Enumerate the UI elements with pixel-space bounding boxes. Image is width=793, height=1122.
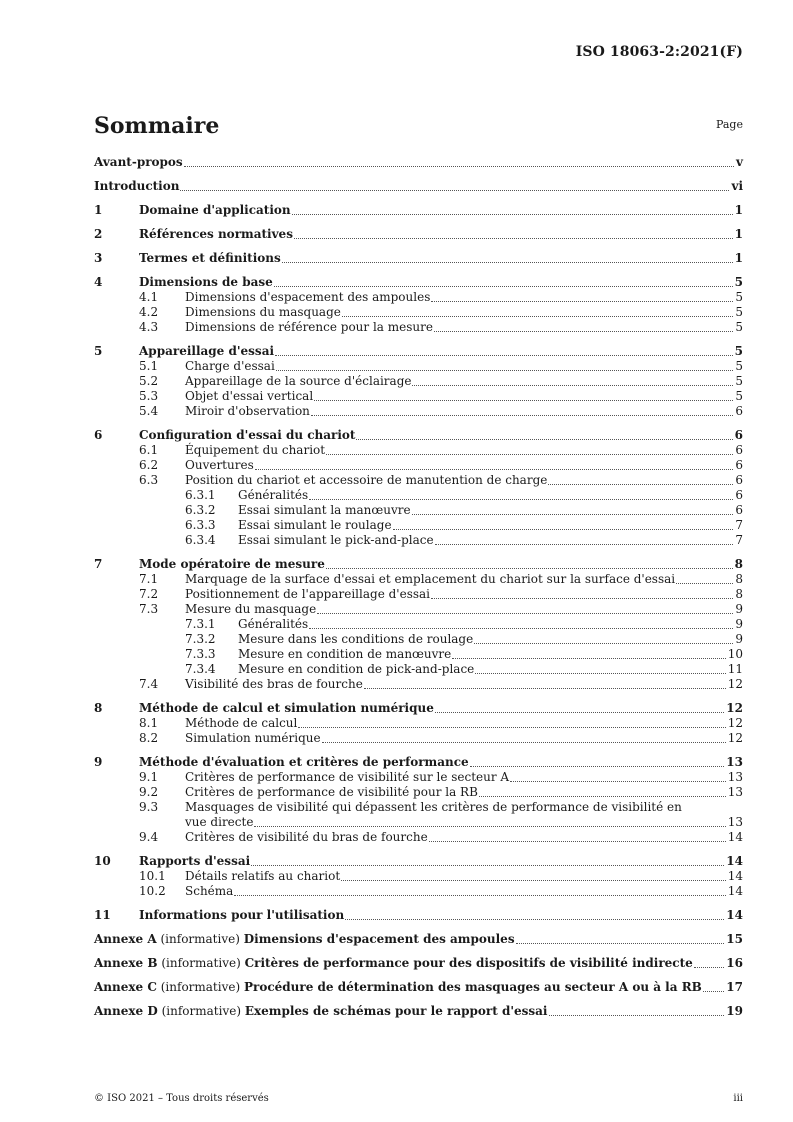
toc-entry-clause-1[interactable]: 1 Domaine d'application 1 bbox=[94, 203, 743, 217]
footer-page-number: iii bbox=[733, 1093, 743, 1104]
toc-entry-7-3[interactable]: 7.3 Mesure du masquage 9 bbox=[139, 602, 743, 616]
toc-entry-introduction[interactable]: Introduction vi bbox=[94, 179, 743, 193]
toc-entry-annex-a[interactable]: Annexe A (informative) Dimensions d'espacement des ampoules 15 bbox=[94, 932, 743, 946]
toc-entry-8-2[interactable]: 8.2 Simulation numérique 12 bbox=[139, 731, 743, 745]
toc-entry-9-1[interactable]: 9.1 Critères de performance de visibilité sur le secteur A 13 bbox=[139, 770, 743, 784]
page-column-label: Page bbox=[715, 118, 743, 131]
toc-entry-6-3-1[interactable]: 6.3.1 Généralités 6 bbox=[185, 488, 743, 502]
toc-entry-7-3-1[interactable]: 7.3.1 Généralités 9 bbox=[185, 617, 743, 631]
toc-entry-6-2[interactable]: 6.2 Ouvertures 6 bbox=[139, 458, 743, 472]
toc-entry-6-3-2[interactable]: 6.3.2 Essai simulant la manœuvre 6 bbox=[185, 503, 743, 517]
toc-entry-9-2[interactable]: 9.2 Critères de performance de visibilité pour la RB 13 bbox=[139, 785, 743, 799]
toc-entry-clause-7[interactable]: 7 Mode opératoire de mesure 8 bbox=[94, 557, 743, 571]
toc-entry-6-3-3[interactable]: 6.3.3 Essai simulant le roulage 7 bbox=[185, 518, 743, 532]
toc-entry-clause-8[interactable]: 8 Méthode de calcul et simulation numérique 12 bbox=[94, 701, 743, 715]
toc-entry-clause-11[interactable]: 11 Informations pour l'utilisation 14 bbox=[94, 908, 743, 922]
toc-entry-10-2[interactable]: 10.2 Schéma 14 bbox=[139, 884, 743, 898]
toc-entry-6-1[interactable]: 6.1 Équipement du chariot 6 bbox=[139, 443, 743, 457]
toc-entry-clause-2[interactable]: 2 Références normatives 1 bbox=[94, 227, 743, 241]
toc-entry-7-3-2[interactable]: 7.3.2 Mesure dans les conditions de roulage 9 bbox=[185, 632, 743, 646]
toc-entry-4-1[interactable]: 4.1 Dimensions d'espacement des ampoules 5 bbox=[139, 290, 743, 304]
toc-entry-9-3[interactable]: 9.3 Masquages de visibilité qui dépassent les critères de performance de visibilité en vue directe 13 bbox=[139, 800, 743, 829]
toc-entry-7-2[interactable]: 7.2 Positionnement de l'appareillage d'essai 8 bbox=[139, 587, 743, 601]
table-of-contents bbox=[94, 155, 743, 1028]
toc-entry-clause-5[interactable]: 5 Appareillage d'essai 5 bbox=[94, 344, 743, 358]
toc-entry-6-3-4[interactable]: 6.3.4 Essai simulant le pick-and-place 7 bbox=[185, 533, 743, 547]
toc-entry-5-4[interactable]: 5.4 Miroir d'observation 6 bbox=[139, 404, 743, 418]
toc-entry-4-2[interactable]: 4.2 Dimensions du masquage 5 bbox=[139, 305, 743, 319]
toc-entry-7-1[interactable]: 7.1 Marquage de la surface d'essai et emplacement du chariot sur la surface d'essai 8 bbox=[139, 572, 743, 586]
toc-entry-4-3[interactable]: 4.3 Dimensions de référence pour la mesure 5 bbox=[139, 320, 743, 334]
page-title: Sommaire bbox=[94, 113, 220, 139]
toc-entry-annex-d[interactable]: Annexe D (informative) Exemples de schémas pour le rapport d'essai 19 bbox=[94, 1004, 743, 1018]
toc-entry-clause-6[interactable]: 6 Configuration d'essai du chariot 6 bbox=[94, 428, 743, 442]
document-code: ISO 18063-2:2021(F) bbox=[575, 44, 743, 60]
toc-entry-annex-c[interactable]: Annexe C (informative) Procédure de détermination des masquages au secteur A ou à la RB 17 bbox=[94, 980, 743, 994]
toc-entry-clause-9[interactable]: 9 Méthode d'évaluation et critères de performance 13 bbox=[94, 755, 743, 769]
toc-entry-clause-4[interactable]: 4 Dimensions de base 5 bbox=[94, 275, 743, 289]
toc-entry-7-3-4[interactable]: 7.3.4 Mesure en condition de pick-and-place 11 bbox=[185, 662, 743, 676]
toc-entry-avant-propos[interactable]: Avant-propos v bbox=[94, 155, 743, 169]
toc-entry-clause-10[interactable]: 10 Rapports d'essai 14 bbox=[94, 854, 743, 868]
toc-entry-10-1[interactable]: 10.1 Détails relatifs au chariot 14 bbox=[139, 869, 743, 883]
footer-copyright: © ISO 2021 – Tous droits réservés bbox=[94, 1093, 269, 1104]
toc-entry-9-4[interactable]: 9.4 Critères de visibilité du bras de fourche 14 bbox=[139, 830, 743, 844]
toc-entry-7-3-3[interactable]: 7.3.3 Mesure en condition de manœuvre 10 bbox=[185, 647, 743, 661]
toc-entry-6-3[interactable]: 6.3 Position du chariot et accessoire de manutention de charge 6 bbox=[139, 473, 743, 487]
toc-entry-annex-b[interactable]: Annexe B (informative) Critères de performance pour des dispositifs de visibilité indirecte 16 bbox=[94, 956, 743, 970]
toc-entry-5-2[interactable]: 5.2 Appareillage de la source d'éclairage 5 bbox=[139, 374, 743, 388]
toc-entry-5-1[interactable]: 5.1 Charge d'essai 5 bbox=[139, 359, 743, 373]
toc-entry-7-4[interactable]: 7.4 Visibilité des bras de fourche 12 bbox=[139, 677, 743, 691]
toc-entry-clause-3[interactable]: 3 Termes et définitions 1 bbox=[94, 251, 743, 265]
toc-entry-8-1[interactable]: 8.1 Méthode de calcul 12 bbox=[139, 716, 743, 730]
toc-entry-5-3[interactable]: 5.3 Objet d'essai vertical 5 bbox=[139, 389, 743, 403]
